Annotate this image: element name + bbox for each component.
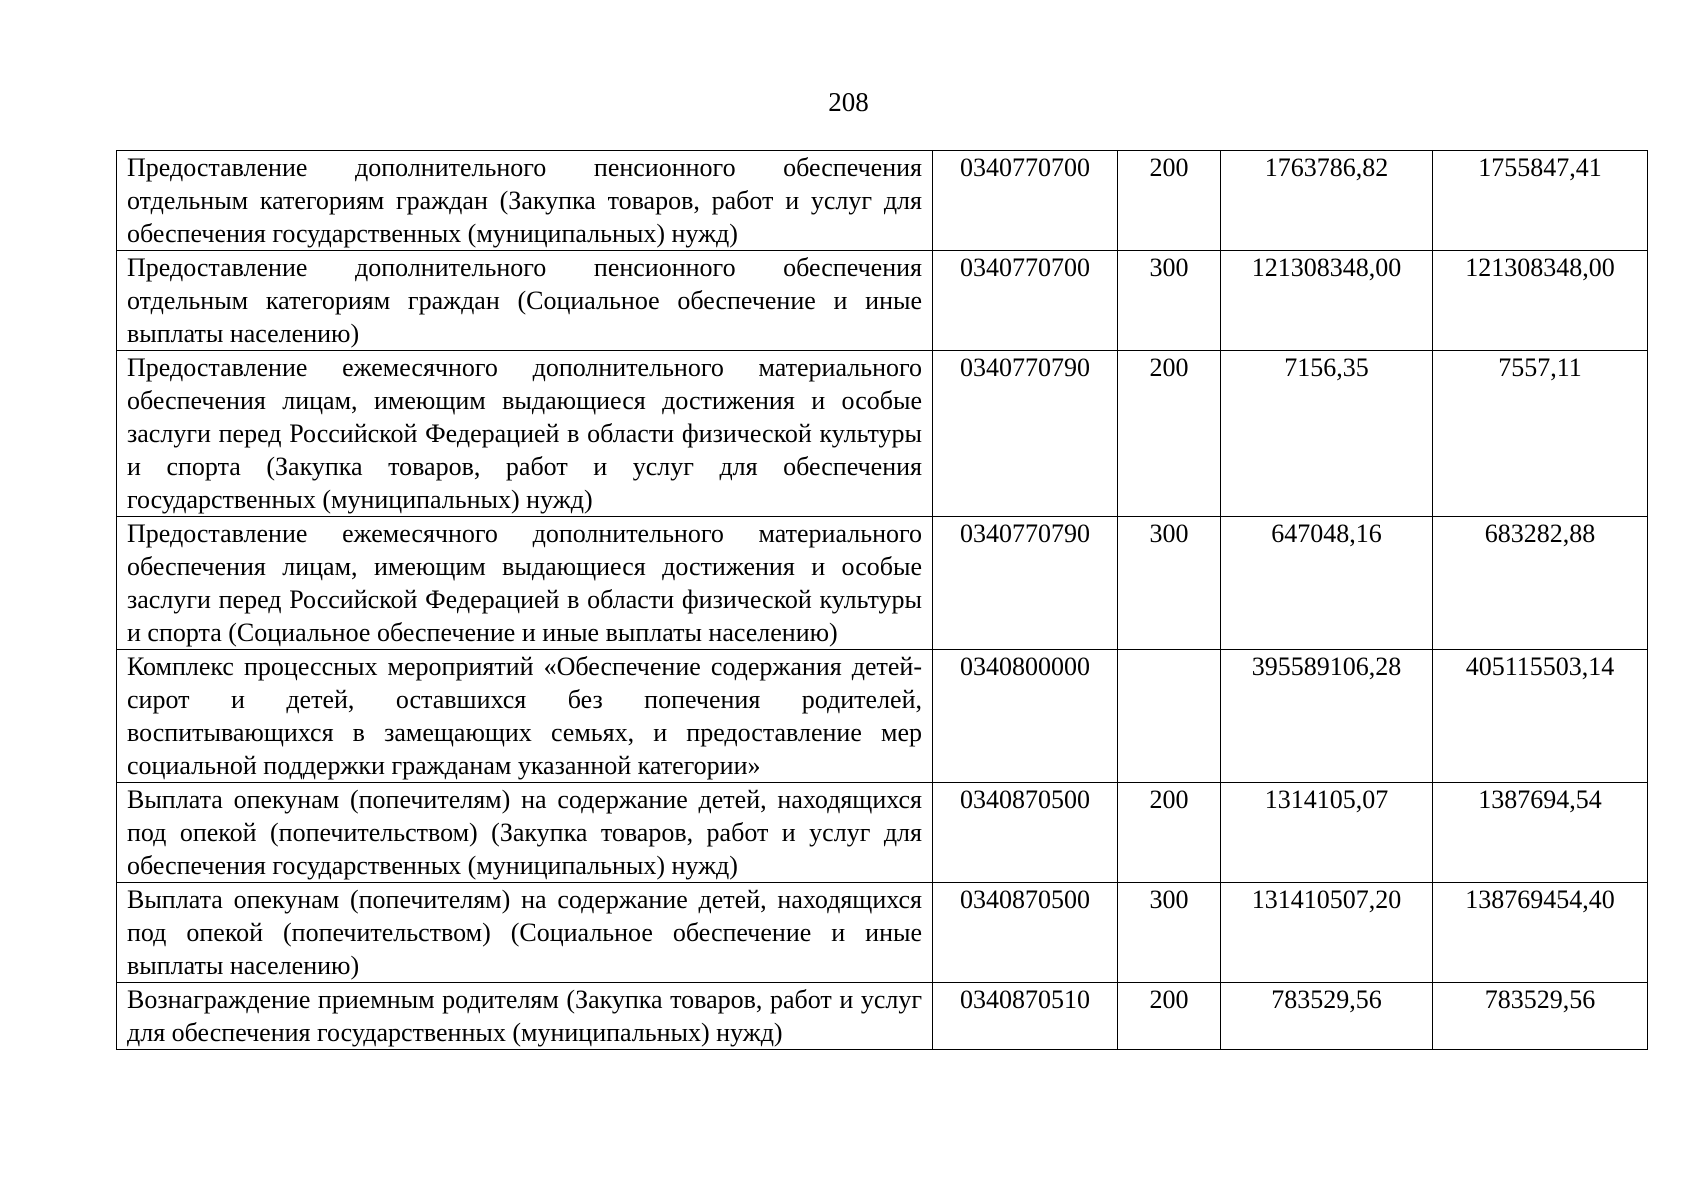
amount-first-year: 7156,35 — [1221, 351, 1433, 517]
expense-type-code — [1118, 650, 1221, 783]
table-row — [117, 650, 1648, 783]
expense-type-code: 300 — [1118, 883, 1221, 983]
amount-first-year: 1314105,07 — [1221, 783, 1433, 883]
target-article-code: 0340800000 — [933, 650, 1118, 783]
table-row — [117, 351, 1648, 517]
page-number: 208 — [828, 87, 869, 117]
target-article-code: 0340770700 — [933, 151, 1118, 251]
amount-second-year: 1755847,41 — [1433, 151, 1648, 251]
target-article-code: 0340770790 — [933, 351, 1118, 517]
expense-name: Предоставление ежемесячного дополнительного материального обеспечения лицам, имеющим выдающиеся достижения и особые заслуги перед Российской Федерацией в области физической культуры и спорта (Социальное обеспечение и иные выплаты населению) — [117, 517, 933, 650]
table-row — [117, 251, 1648, 351]
target-article-code: 0340870500 — [933, 883, 1118, 983]
table-row — [117, 883, 1648, 983]
amount-first-year: 395589106,28 — [1221, 650, 1433, 783]
expense-type-code: 200 — [1118, 783, 1221, 883]
expense-name: Предоставление ежемесячного дополнительного материального обеспечения лицам, имеющим выдающиеся достижения и особые заслуги перед Российской Федерацией в области физической культуры и спорта (Закупка товаров, работ и услуг для обеспечения государственных (муниципальных) нужд) — [117, 351, 933, 517]
table-row — [117, 517, 1648, 650]
budget-table — [116, 150, 1648, 1050]
table-row — [117, 983, 1648, 1050]
amount-first-year: 783529,56 — [1221, 983, 1433, 1050]
expense-name: Вознаграждение приемным родителям (Закупка товаров, работ и услуг для обеспечения государственных (муниципальных) нужд) — [117, 983, 933, 1050]
amount-second-year: 405115503,14 — [1433, 650, 1648, 783]
expense-type-code: 300 — [1118, 517, 1221, 650]
table-row — [117, 783, 1648, 883]
expense-name: Комплекс процессных мероприятий «Обеспечение содержания детей-сирот и детей, оставшихся без попечения родителей, воспитывающихся в замещающих семьях, и предоставление мер социальной поддержки гражданам указанной категории» — [117, 650, 933, 783]
target-article-code: 0340770790 — [933, 517, 1118, 650]
amount-second-year: 1387694,54 — [1433, 783, 1648, 883]
target-article-code: 0340870510 — [933, 983, 1118, 1050]
target-article-code: 0340770700 — [933, 251, 1118, 351]
expense-name: Выплата опекунам (попечителям) на содержание детей, находящихся под опекой (попечительством) (Социальное обеспечение и иные выплаты населению) — [117, 883, 933, 983]
amount-second-year: 138769454,40 — [1433, 883, 1648, 983]
expense-name: Предоставление дополнительного пенсионного обеспечения отдельным категориям граждан (Социальное обеспечение и иные выплаты населению) — [117, 251, 933, 351]
amount-second-year: 683282,88 — [1433, 517, 1648, 650]
amount-first-year: 121308348,00 — [1221, 251, 1433, 351]
amount-first-year: 131410507,20 — [1221, 883, 1433, 983]
expense-type-code: 200 — [1118, 151, 1221, 251]
expense-type-code: 300 — [1118, 251, 1221, 351]
amount-second-year: 783529,56 — [1433, 983, 1648, 1050]
expense-name: Выплата опекунам (попечителям) на содержание детей, находящихся под опекой (попечительством) (Закупка товаров, работ и услуг для обеспечения государственных (муниципальных) нужд) — [117, 783, 933, 883]
amount-first-year: 647048,16 — [1221, 517, 1433, 650]
table-row — [117, 151, 1648, 251]
amount-second-year: 121308348,00 — [1433, 251, 1648, 351]
expense-type-code: 200 — [1118, 351, 1221, 517]
target-article-code: 0340870500 — [933, 783, 1118, 883]
expense-name: Предоставление дополнительного пенсионного обеспечения отдельным категориям граждан (Закупка товаров, работ и услуг для обеспечения государственных (муниципальных) нужд) — [117, 151, 933, 251]
amount-second-year: 7557,11 — [1433, 351, 1648, 517]
amount-first-year: 1763786,82 — [1221, 151, 1433, 251]
expense-type-code: 200 — [1118, 983, 1221, 1050]
